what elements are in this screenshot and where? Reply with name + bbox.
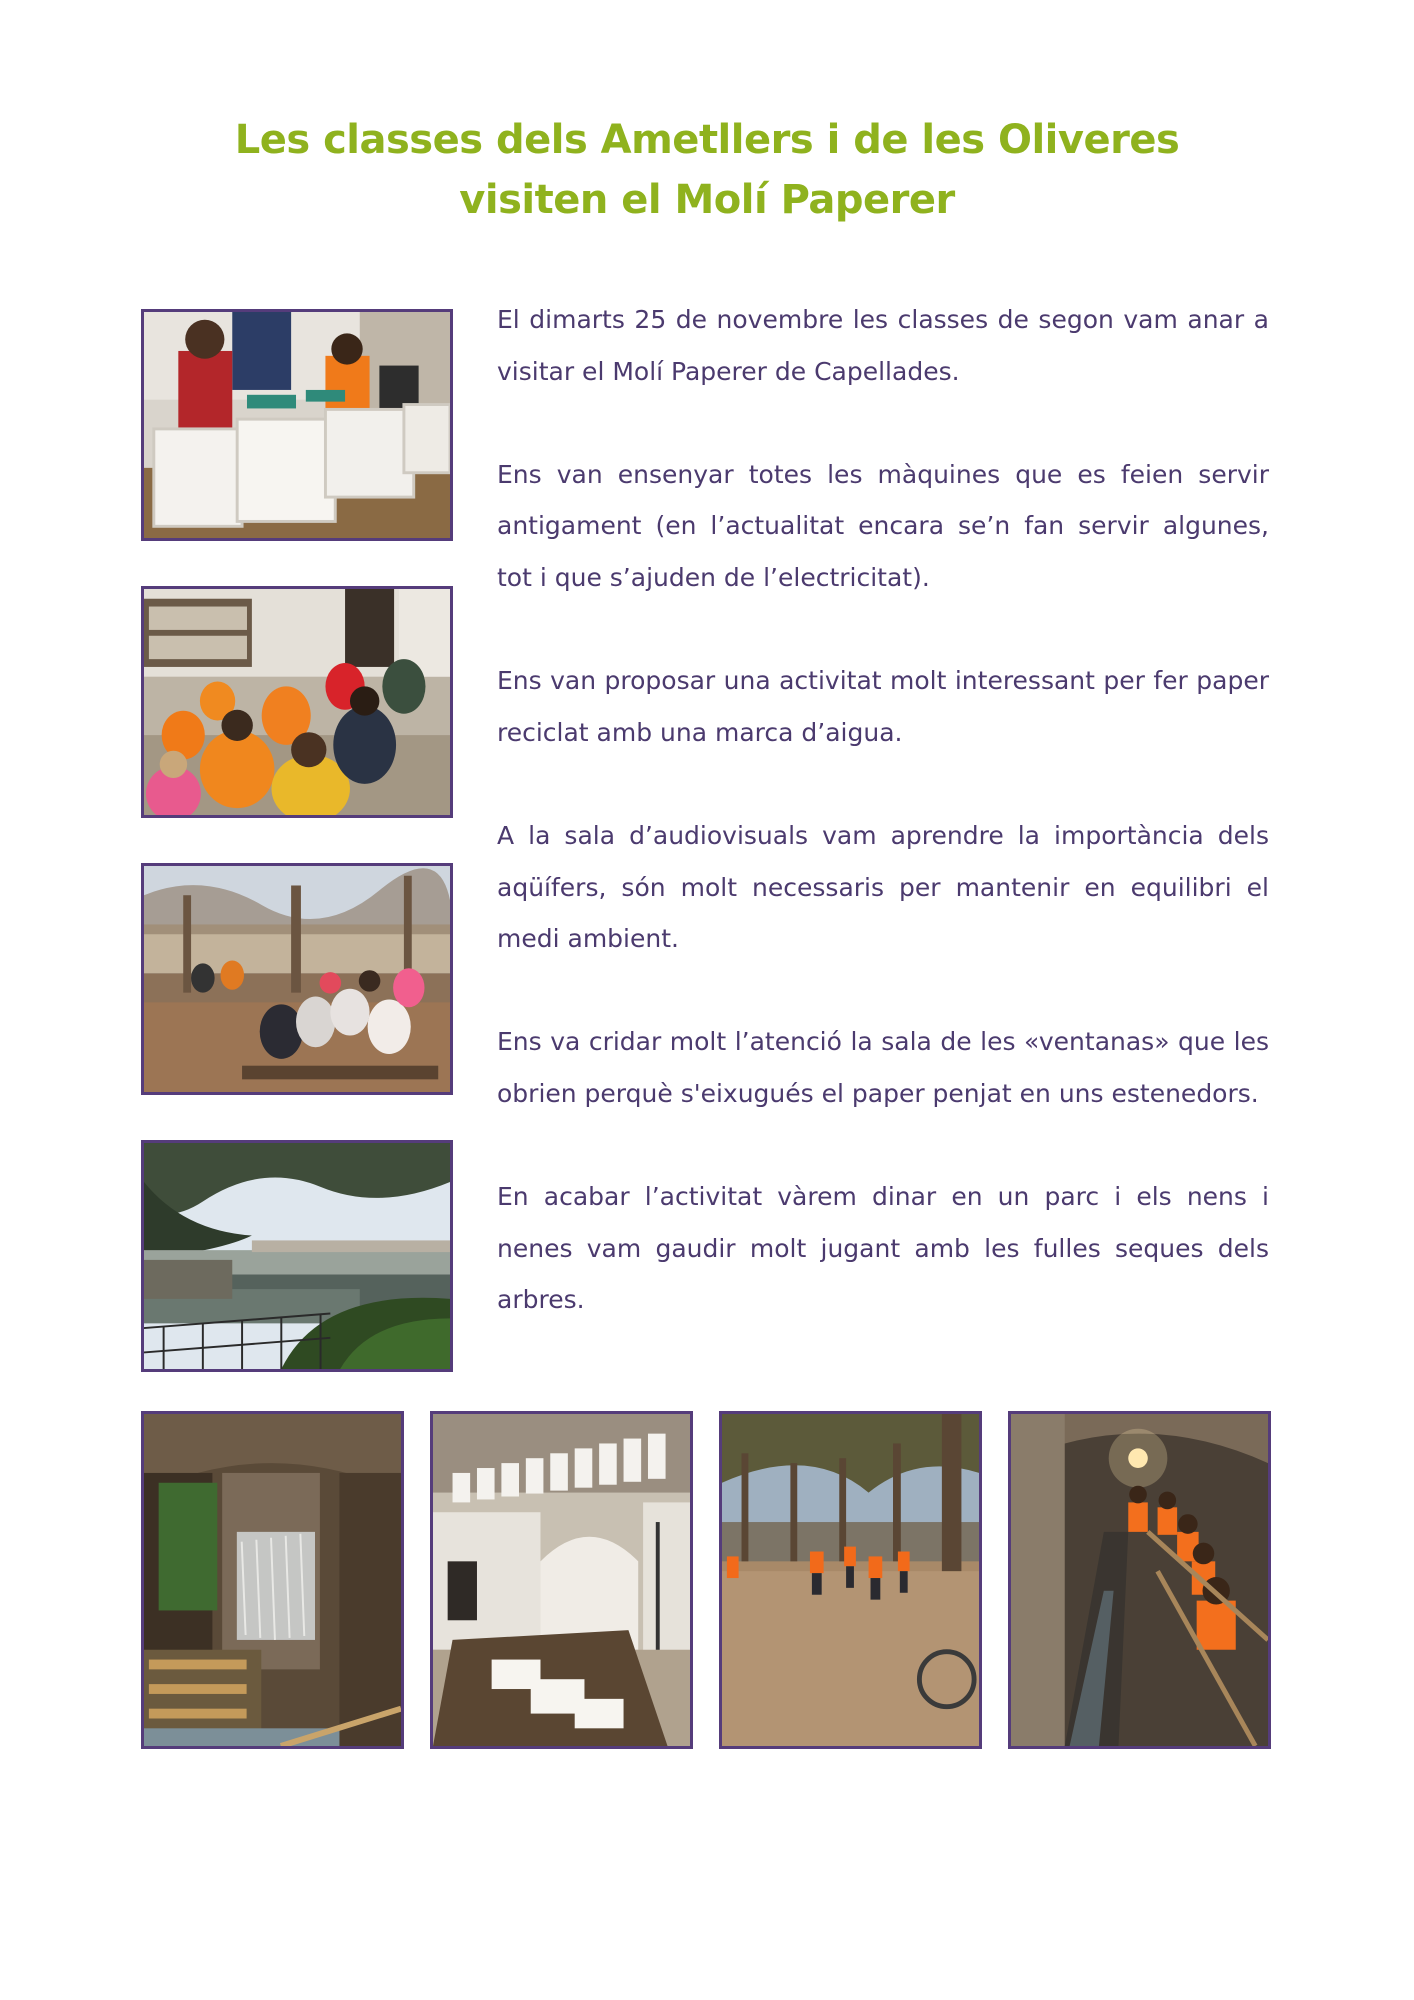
photo-paper-making-activity: [141, 309, 453, 541]
photo-children-in-park: [141, 863, 453, 1095]
photo-water-wheel-channel: [141, 1411, 404, 1749]
paragraph-1: El dimarts 25 de novembre les classes de segon vam anar a visitar el Molí Paperer de Capellades.: [497, 305, 1269, 386]
article-body: [497, 294, 1269, 1377]
paragraph-4: A la sala d’audiovisuals vam aprendre la importància dels aqüífers, són molt necessaris per mantenir en equilibri el medi ambient.: [497, 820, 1269, 954]
paragraph-3: Ens van proposar una activitat molt interessant per fer paper reciclat amb una marca d’aigua.: [497, 666, 1269, 747]
paragraph-5: Ens va cridar molt l’atenció la sala de les «ventanas» que les obrien perquè s'eixugués el paper penjat en uns estenedors.: [497, 1027, 1269, 1108]
page-title: [0, 110, 1414, 230]
paragraph-2: Ens van ensenyar totes les màquines que es feien servir antigament (en l’actualitat encara se’n fan servir algunes, tot i que s’ajuden de l’electricitat).: [497, 459, 1269, 592]
photo-pond-landscape: [141, 1140, 453, 1372]
paragraph-6: En acabar l’activitat vàrem dinar en un parc i els nens i nenes vam gaudir molt jugant amb les fulles seques dels arbres.: [497, 1182, 1269, 1315]
photo-children-sitting-on-floor: [141, 586, 453, 818]
page-title-line-2: visiten el Molí Paperer: [459, 177, 955, 223]
photo-children-in-tunnel: [1008, 1411, 1271, 1749]
page-title-line-1: Les classes dels Ametllers i de les Oliveres: [234, 117, 1180, 163]
photo-drying-room: [430, 1411, 693, 1749]
photo-playing-with-leaves: [719, 1411, 982, 1749]
